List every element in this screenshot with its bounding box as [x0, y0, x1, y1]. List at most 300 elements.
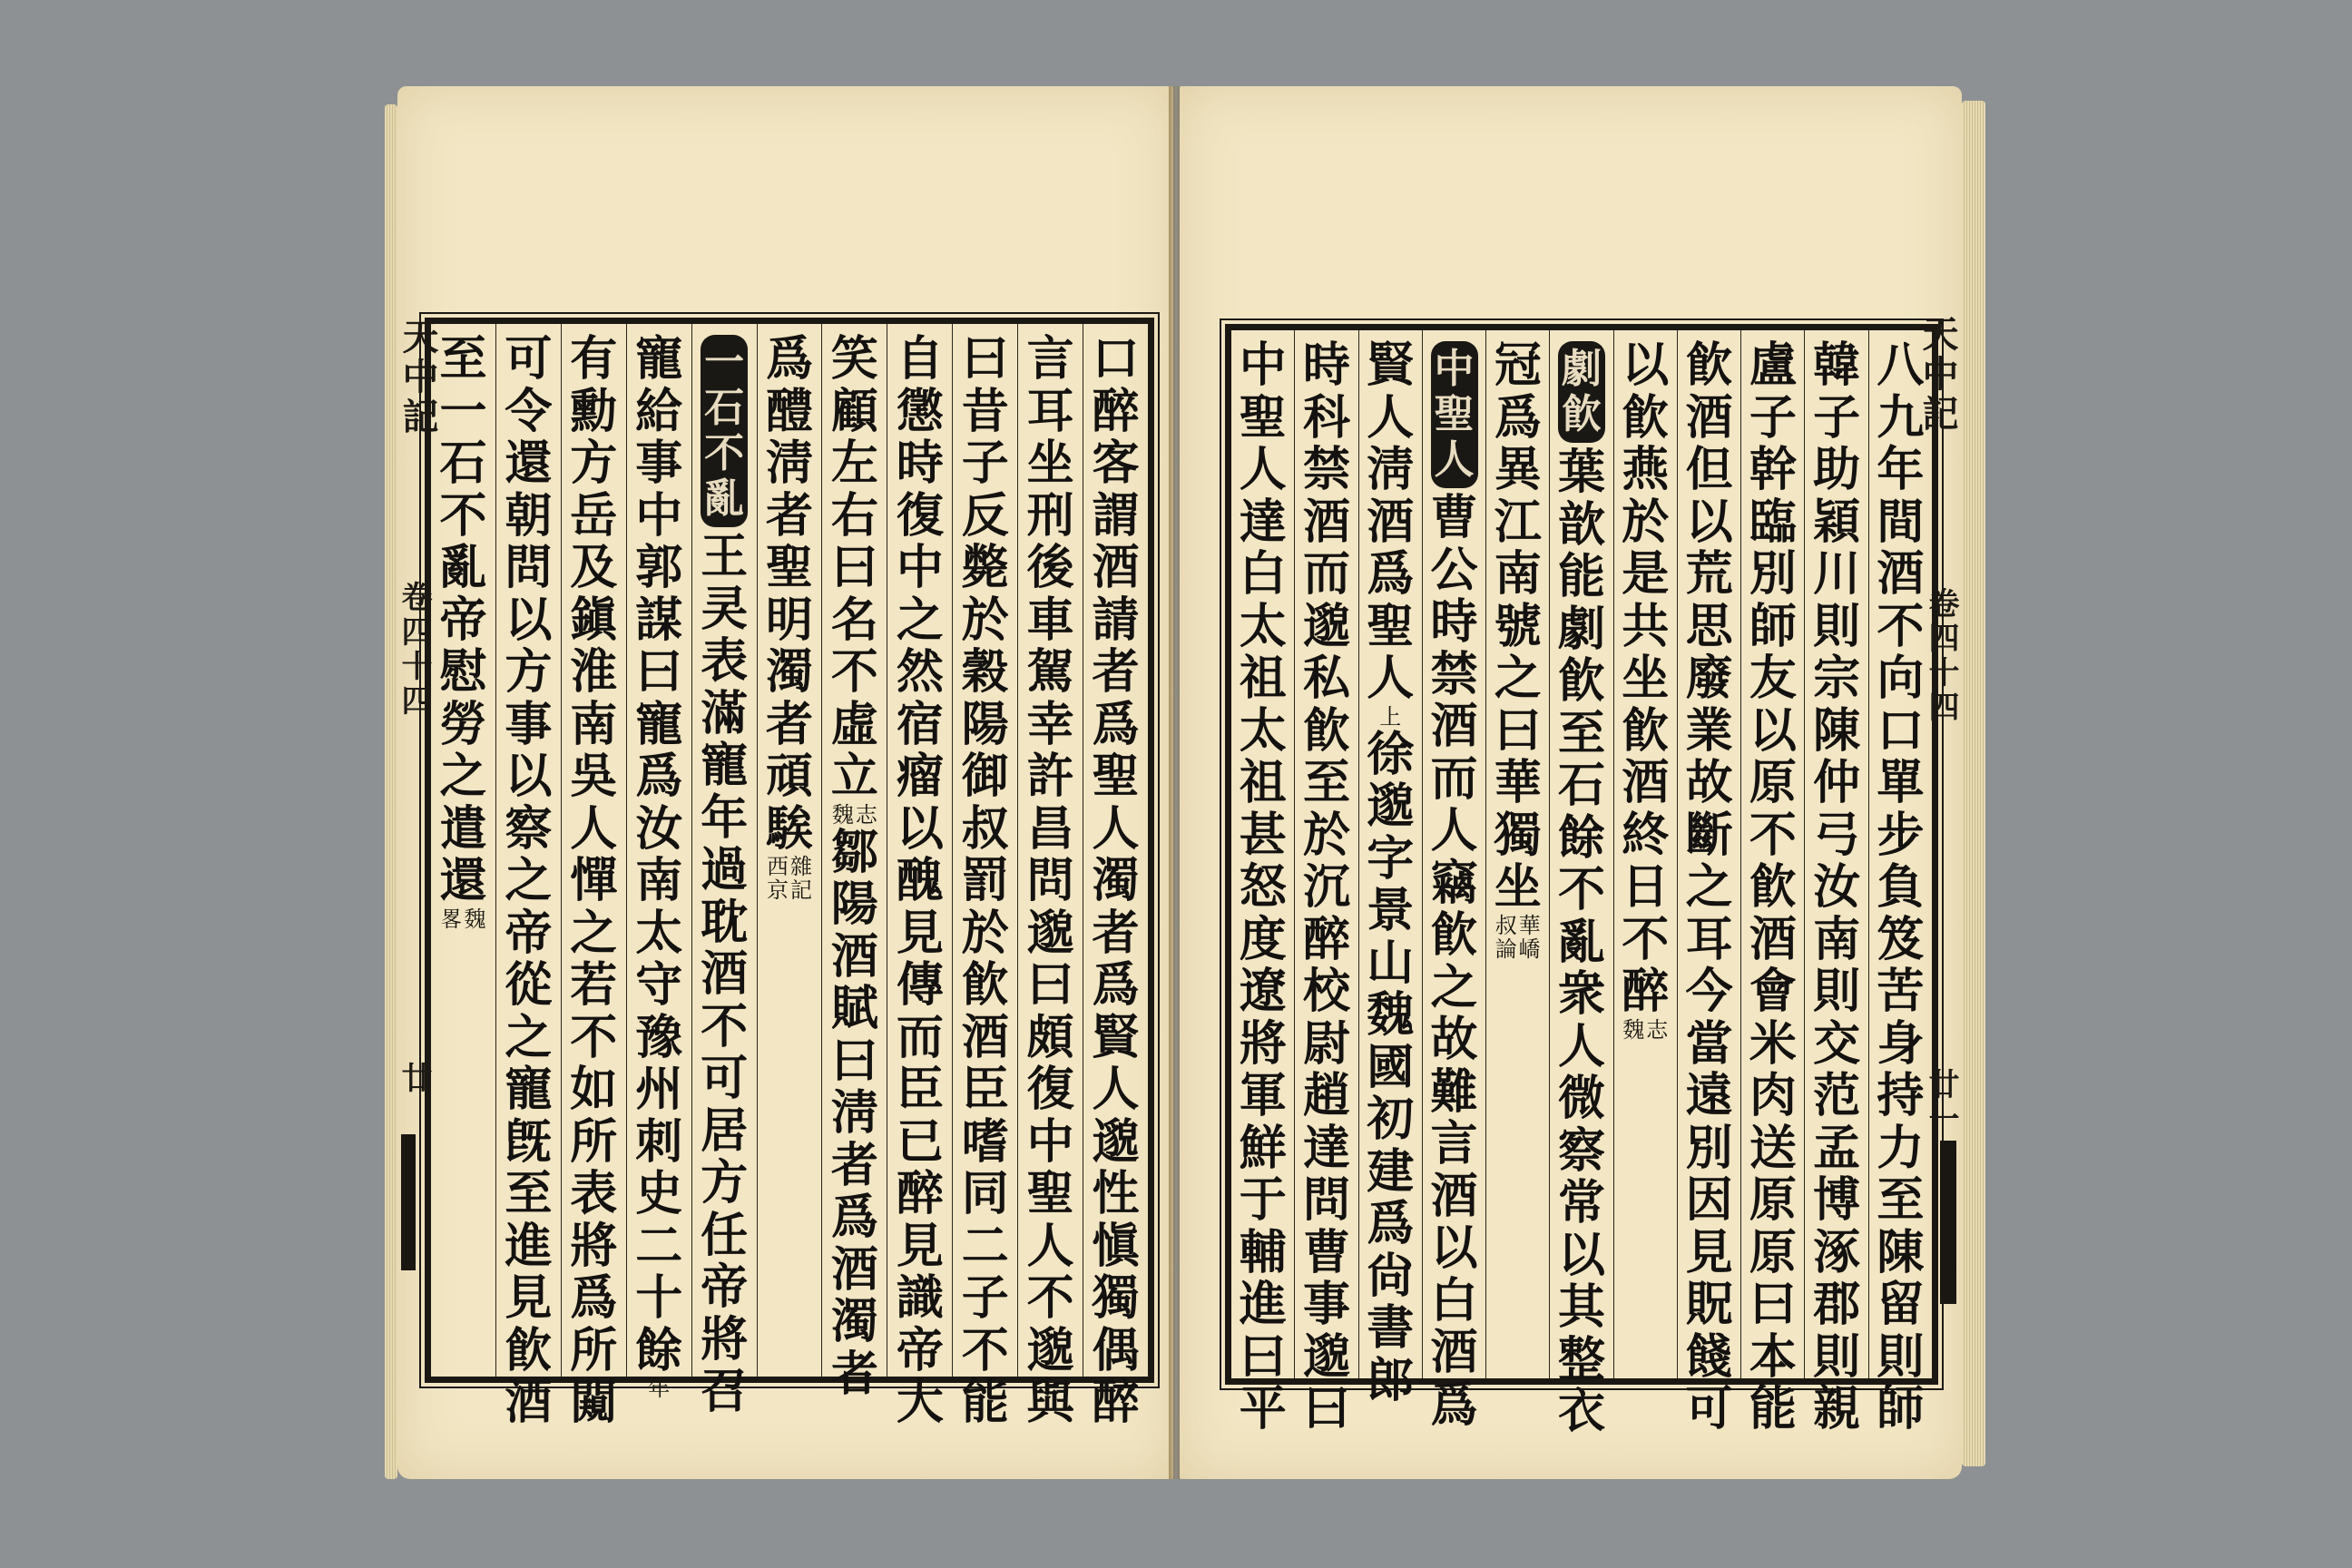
character: 原: [1749, 1224, 1797, 1280]
text-columns: [431, 324, 1148, 1430]
interlinear-note: [832, 803, 877, 827]
character: 整: [1558, 1331, 1606, 1387]
margin-volume: 卷四十四: [1923, 587, 1959, 725]
character: 醉: [1302, 911, 1350, 967]
character: 耳: [1026, 383, 1074, 439]
character: 不: [961, 1322, 1009, 1378]
character: 太: [1239, 598, 1287, 654]
character: 寵: [701, 738, 749, 793]
character: 時: [896, 436, 944, 491]
character: 米: [1749, 1015, 1797, 1072]
note-character: 華: [1518, 912, 1541, 938]
character: 遼: [1239, 964, 1287, 1019]
note-character: 魏: [464, 906, 486, 932]
character: 故: [1430, 1012, 1478, 1067]
character: 川: [1813, 546, 1861, 602]
character: 請: [1092, 592, 1140, 648]
text-column: [1422, 330, 1485, 1433]
character: 聖: [1092, 749, 1140, 804]
character: 不: [1622, 911, 1670, 967]
character: 南: [635, 853, 683, 908]
character: 耳: [1685, 911, 1733, 967]
character: 曰: [1494, 702, 1542, 759]
character: 可: [1685, 1381, 1733, 1436]
character: 偶: [1092, 1322, 1140, 1378]
character: 醉: [1092, 383, 1140, 439]
character: 見: [896, 1218, 944, 1274]
character: 王: [701, 529, 749, 584]
character: 其: [1558, 1279, 1606, 1335]
character: 濁: [1092, 853, 1140, 908]
character: 則: [1813, 598, 1861, 654]
right-page-edges: [1962, 101, 1985, 1466]
text-column: [1677, 330, 1740, 1436]
character: 冠: [1494, 338, 1542, 393]
character: 守: [635, 957, 683, 1013]
character: 宿: [896, 696, 944, 752]
character: 吳: [570, 749, 618, 804]
character: 平: [1239, 1381, 1287, 1436]
character: 子: [961, 436, 1009, 491]
text-column: [1549, 330, 1612, 1439]
character: 㚑: [701, 581, 749, 637]
character: 人: [1239, 442, 1287, 497]
fish-tail-mark: [1940, 1141, 1956, 1304]
character: 醴: [766, 383, 814, 439]
text-column: [887, 324, 952, 1430]
character: 二: [635, 1218, 683, 1274]
character: 南: [1813, 911, 1861, 967]
character: 酒: [1367, 494, 1415, 550]
badge-character: 聖: [1434, 391, 1475, 437]
character: 郭: [635, 540, 683, 595]
character: 坐: [1494, 859, 1542, 915]
character: 給: [635, 383, 683, 439]
character: 飮: [1749, 859, 1797, 915]
character: 以: [505, 749, 553, 804]
character: 師: [1749, 598, 1797, 654]
character: 會: [1749, 964, 1797, 1019]
character: 之: [570, 905, 618, 961]
character: 汝: [1813, 859, 1861, 915]
character: 見: [896, 905, 944, 961]
character: 中: [1239, 338, 1287, 393]
character: 業: [1685, 702, 1733, 759]
character: 曰: [961, 331, 1009, 387]
note-character: 京: [767, 877, 789, 903]
character: 酒: [961, 1009, 1009, 1065]
note-character: 叔: [1494, 912, 1517, 938]
character: 者: [830, 1137, 878, 1193]
character: 輔: [1239, 1224, 1287, 1280]
character: 禁: [1302, 442, 1350, 497]
character: 從: [505, 957, 553, 1013]
character: 徐: [1367, 726, 1415, 782]
character: 幸: [1026, 696, 1074, 752]
text-column: [561, 324, 626, 1430]
note-character: 記: [790, 877, 813, 903]
character: 子: [961, 1270, 1009, 1326]
character: 與: [1026, 1375, 1074, 1430]
character: 已: [896, 1113, 944, 1170]
character: 遠: [1685, 1068, 1733, 1123]
character: 魏: [1367, 987, 1415, 1043]
character: 方: [505, 644, 553, 700]
text-frame: [425, 318, 1154, 1430]
character: 於: [1622, 494, 1670, 550]
right-page: [1180, 86, 1962, 1479]
text-column: [1740, 330, 1804, 1436]
character: 而: [1302, 546, 1350, 602]
character: 曰: [1026, 957, 1074, 1013]
character: 者: [1092, 905, 1140, 961]
character: 見: [1685, 1224, 1733, 1280]
text-column: [1868, 330, 1932, 1436]
character: 不: [1877, 598, 1925, 654]
character: 人: [1367, 651, 1415, 706]
note-character: 論: [1494, 936, 1517, 962]
character: 但: [1685, 442, 1733, 497]
note-character: 嶠: [1518, 936, 1541, 962]
character: 曹: [1430, 490, 1478, 545]
note-character: 志: [1646, 1016, 1669, 1043]
character: 之: [505, 853, 553, 908]
character: 邈: [1026, 905, 1074, 961]
character: 中: [1026, 1113, 1074, 1170]
character: 太: [635, 905, 683, 961]
character: 九: [1877, 389, 1925, 446]
margin-title: 天中記: [397, 318, 439, 437]
character: 曰: [1239, 1328, 1287, 1385]
character: 私: [1302, 651, 1350, 706]
character: 尉: [1302, 1015, 1350, 1072]
interlinear-note: [1379, 705, 1401, 729]
character: 肉: [1749, 1068, 1797, 1123]
character: 爲: [830, 1190, 878, 1245]
character: 察: [505, 800, 553, 857]
character: 留: [1877, 1277, 1925, 1332]
character: 酒: [1430, 1168, 1478, 1224]
character: 陳: [1813, 702, 1861, 759]
character: 耽: [701, 894, 749, 950]
character: 之: [896, 592, 944, 648]
character: 能: [1749, 1381, 1797, 1436]
character: 人: [1026, 1218, 1074, 1274]
character: 飮: [1622, 702, 1670, 759]
character: 勞: [439, 696, 487, 752]
character: 科: [1302, 389, 1350, 446]
character: 鮮: [1239, 1120, 1287, 1176]
character: 叔: [961, 800, 1009, 857]
note-character: 西: [767, 854, 789, 879]
character: 者: [830, 1346, 878, 1402]
character: 獨: [1092, 1270, 1140, 1326]
character: 不: [439, 487, 487, 544]
character: 韓: [1813, 338, 1861, 393]
character: 終: [1622, 807, 1670, 863]
text-column: [691, 324, 757, 1419]
character: 同: [961, 1166, 1009, 1221]
interlinear-note: [1495, 914, 1541, 961]
character: 頗: [1026, 1009, 1074, 1065]
badge-character: 不: [704, 430, 745, 476]
character: 傳: [896, 957, 944, 1013]
character: 師: [1877, 1381, 1925, 1436]
character: 復: [896, 487, 944, 544]
character: 原: [1749, 1172, 1797, 1228]
character: 國: [1367, 1039, 1415, 1095]
character: 笈: [1877, 911, 1925, 967]
character: 不: [701, 998, 749, 1054]
character: 者: [766, 696, 814, 752]
character: 邈: [1092, 1113, 1140, 1170]
character: 賢: [1092, 1009, 1140, 1065]
fish-tail-mark: [401, 1134, 416, 1270]
character: 謀: [635, 592, 683, 648]
character: 力: [1877, 1120, 1925, 1176]
character: 博: [1813, 1172, 1861, 1228]
character: 人: [1367, 389, 1415, 446]
character: 別: [1685, 1120, 1733, 1176]
character: 校: [1302, 964, 1350, 1019]
character: 白: [1430, 1272, 1478, 1328]
character: 禁: [1430, 646, 1478, 702]
character: 勳: [570, 383, 618, 439]
character: 中: [896, 540, 944, 595]
character: 還: [505, 436, 553, 491]
character: 過: [701, 842, 749, 897]
character: 表: [701, 633, 749, 689]
character: 曹: [1302, 1224, 1350, 1280]
character: 書: [1367, 1300, 1415, 1356]
character: 石: [1558, 758, 1606, 813]
character: 太: [1239, 702, 1287, 759]
character: 復: [1026, 1062, 1074, 1117]
character: 飮: [1430, 907, 1478, 963]
badge-character: 飮: [1562, 391, 1602, 437]
character: 令: [505, 383, 553, 439]
character: 爲: [1092, 957, 1140, 1013]
character: 笑: [830, 331, 878, 387]
character: 子: [1813, 389, 1861, 446]
character: 亂: [1558, 914, 1606, 970]
character: 二: [961, 1218, 1009, 1274]
character: 汝: [635, 800, 683, 857]
character: 飮: [1685, 338, 1733, 393]
character: 涿: [1813, 1224, 1861, 1280]
character: 景: [1367, 883, 1415, 938]
open-book: [390, 86, 1969, 1484]
character: 爲: [635, 749, 683, 804]
note-character: 志: [855, 801, 877, 828]
character: 怒: [1239, 859, 1287, 915]
margin-page-number: 廿: [396, 1062, 432, 1096]
character: 之: [505, 1009, 553, 1065]
character: 斃: [961, 540, 1009, 595]
character: 所: [570, 1113, 618, 1170]
character: 之: [439, 749, 487, 804]
character: 酒: [1749, 911, 1797, 967]
character: 酒: [1302, 494, 1350, 550]
character: 則: [1813, 1328, 1861, 1385]
character: 邈: [1026, 1322, 1074, 1378]
character: 達: [1302, 1120, 1350, 1176]
character: 昔: [961, 383, 1009, 439]
character: 將: [570, 1218, 618, 1274]
margin-volume: 卷四十四: [396, 581, 432, 719]
character: 持: [1877, 1068, 1925, 1123]
character: 臣: [896, 1062, 944, 1117]
character: 年: [1877, 442, 1925, 497]
character: 不: [1026, 1270, 1074, 1326]
character: 日: [1622, 859, 1670, 915]
character: 南: [570, 696, 618, 752]
character: 歆: [1558, 496, 1606, 553]
badge-character: 中: [1434, 346, 1475, 392]
character: 共: [1622, 598, 1670, 654]
character: 不: [830, 644, 878, 700]
character: 負: [1877, 859, 1925, 915]
character: 醜: [896, 853, 944, 908]
character: 坐: [1026, 436, 1074, 491]
character: 淸: [1367, 442, 1415, 497]
character: 顧: [830, 383, 878, 439]
character: 至: [505, 1166, 553, 1221]
character: 貺: [1685, 1277, 1733, 1332]
character: 飮: [1622, 389, 1670, 446]
character: 方: [570, 436, 618, 491]
character: 於: [961, 592, 1009, 648]
character: 陽: [830, 877, 878, 932]
character: 初: [1367, 1092, 1415, 1147]
character: 岳: [570, 487, 618, 544]
text-column: [1231, 330, 1294, 1436]
text-columns: [1231, 330, 1932, 1439]
character: 葉: [1558, 445, 1606, 500]
character: 軍: [1239, 1068, 1287, 1123]
character: 飮: [961, 957, 1009, 1013]
character: 謂: [1092, 487, 1140, 544]
character: 察: [1558, 1122, 1606, 1179]
character: 之: [1494, 651, 1542, 706]
character: 是: [1622, 546, 1670, 602]
text-column: [1083, 324, 1148, 1430]
character: 慰: [439, 644, 487, 700]
character: 憚: [570, 853, 618, 908]
character: 任: [701, 1207, 749, 1263]
character: 廢: [1685, 651, 1733, 706]
character: 朝: [505, 487, 553, 544]
character: 聖: [1026, 1166, 1074, 1221]
character: 今: [1685, 964, 1733, 1019]
character: 餞: [1685, 1328, 1733, 1385]
character: 不: [1749, 807, 1797, 863]
interlinear-note: [1622, 1018, 1668, 1042]
character: 後: [1026, 540, 1074, 595]
character: 性: [1092, 1166, 1140, 1221]
character: 中: [635, 487, 683, 544]
character: 時: [1302, 338, 1350, 393]
character: 賦: [830, 981, 878, 1036]
character: 瘤: [896, 749, 944, 804]
character: 客: [1092, 436, 1140, 491]
character: 孟: [1813, 1120, 1861, 1176]
character: 臣: [961, 1062, 1009, 1117]
character: 步: [1877, 807, 1925, 863]
character: 於: [1302, 807, 1350, 863]
character: 人: [570, 800, 618, 857]
character: 車: [1026, 592, 1074, 648]
character: 宗: [1813, 651, 1861, 706]
character: 酒: [1430, 1325, 1478, 1380]
character: 臨: [1749, 494, 1797, 550]
character: 醉: [1622, 964, 1670, 1019]
left-page-edges: [385, 104, 397, 1479]
character: 頑: [766, 749, 814, 804]
character: 年: [701, 789, 749, 846]
character: 則: [1877, 1328, 1925, 1385]
character: 當: [1685, 1015, 1733, 1072]
character: 史: [635, 1166, 683, 1221]
character: 反: [961, 487, 1009, 544]
character: 燕: [1622, 442, 1670, 497]
character: 斷: [1685, 807, 1733, 863]
character: 明: [766, 592, 814, 648]
character: 醉: [896, 1166, 944, 1221]
character: 州: [635, 1062, 683, 1117]
character: 將: [1239, 1015, 1287, 1072]
character: 公: [1430, 542, 1478, 598]
character: 曰: [830, 1033, 878, 1089]
character: 有: [570, 331, 618, 387]
character: 聖: [1239, 389, 1287, 446]
character: 之: [1685, 859, 1733, 915]
character: 餘: [635, 1322, 683, 1378]
character: 獨: [1494, 807, 1542, 863]
character: 酒: [505, 1375, 553, 1430]
character: 陳: [1877, 1224, 1925, 1280]
character: 鎭: [570, 592, 618, 648]
character: 淸: [830, 1085, 878, 1141]
character: 酒: [830, 928, 878, 985]
character: 祖: [1239, 651, 1287, 706]
character: 江: [1494, 494, 1542, 550]
character: 大: [896, 1375, 944, 1430]
character: 曰: [1302, 1381, 1350, 1436]
character: 以: [1558, 1227, 1606, 1283]
character: 見: [505, 1270, 553, 1326]
character: 言: [1430, 1116, 1478, 1171]
character: 穀: [961, 644, 1009, 700]
character: 餘: [1558, 809, 1606, 866]
character: 罰: [961, 853, 1009, 908]
text-column: [1804, 330, 1867, 1436]
character: 於: [961, 905, 1009, 961]
badge-character: 人: [1434, 436, 1475, 483]
character: 間: [1877, 494, 1925, 550]
character: 懲: [896, 383, 944, 439]
character: 言: [1026, 331, 1074, 387]
character: 身: [1877, 1015, 1925, 1072]
margin-title: 天中記: [1916, 315, 1959, 435]
character: 邈: [1302, 598, 1350, 654]
character: 難: [1430, 1063, 1478, 1120]
character: 幹: [1749, 442, 1797, 497]
character: 然: [896, 644, 944, 700]
character: 立: [830, 749, 878, 804]
character: 時: [1430, 594, 1478, 650]
character: 召: [701, 1364, 749, 1419]
